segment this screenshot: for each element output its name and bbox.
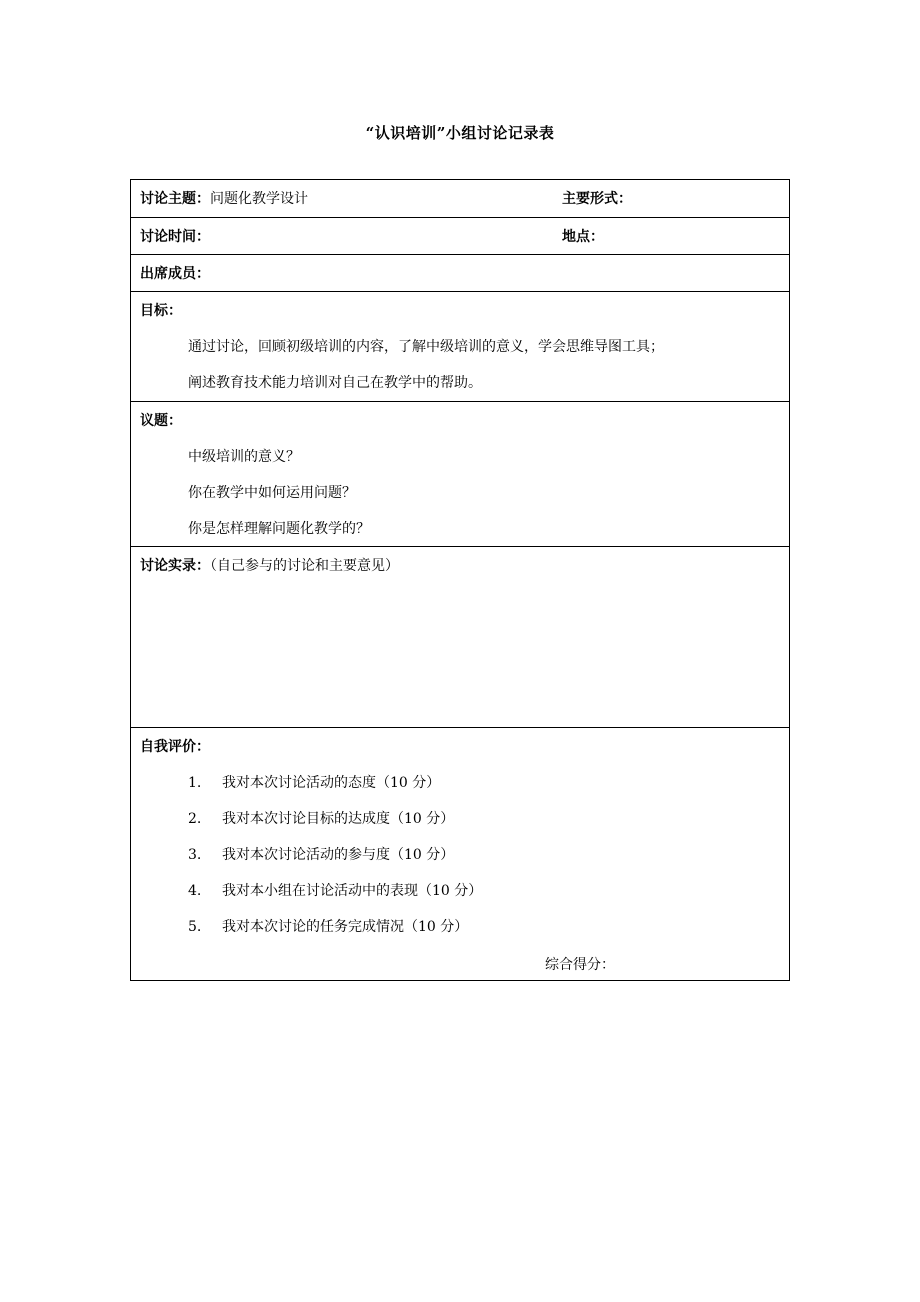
record-section <box>131 546 789 727</box>
time-label: 讨论时间： <box>140 229 210 245</box>
eval-item <box>140 881 780 901</box>
eval-item-text: 我对本小组在讨论活动中的表现（10 分） <box>222 883 483 899</box>
eval-item-text: 我对本次讨论活动的参与度（10 分） <box>222 847 455 863</box>
document-title: “认识培训”小组讨论记录表 <box>365 124 555 142</box>
record-note: （自己参与的讨论和主要意见） <box>210 558 399 574</box>
eval-item-text: 我对本次讨论活动的态度（10 分） <box>222 775 441 791</box>
topic-item: 你在教学中如何运用问题？ <box>188 485 356 501</box>
topic-label: 讨论主题： <box>140 191 210 207</box>
goals-label: 目标： <box>140 303 182 319</box>
eval-item <box>140 809 780 829</box>
eval-item-text: 我对本次讨论目标的达成度（10 分） <box>222 811 455 827</box>
form-type-label: 主要形式： <box>562 191 632 207</box>
eval-item-number: 4. <box>188 883 202 899</box>
goals-section <box>131 291 789 401</box>
goal-line: 通过讨论，回顾初级培训的内容，了解中级培训的意义，学会思维导图工具； <box>188 339 664 355</box>
goal-line: 阐述教育技术能力培训对自己在教学中的帮助。 <box>188 375 482 391</box>
discussion-record-form <box>130 179 790 981</box>
topic-row <box>131 180 789 217</box>
self-eval-label: 自我评价： <box>140 739 210 755</box>
topic-item: 中级培训的意义？ <box>188 449 300 465</box>
self-eval-section <box>131 727 789 980</box>
total-score-label: 综合得分： <box>545 957 615 973</box>
record-label: 讨论实录： <box>140 558 210 574</box>
attendees-row <box>131 254 789 291</box>
eval-item <box>140 773 780 793</box>
eval-item-number: 5. <box>188 919 202 935</box>
topic-item: 你是怎样理解问题化教学的？ <box>188 521 370 537</box>
topics-label: 议题： <box>140 413 182 429</box>
topics-section <box>131 401 789 546</box>
eval-item-number: 2. <box>188 811 202 827</box>
attendees-label: 出席成员： <box>140 266 210 282</box>
eval-item-number: 3. <box>188 847 202 863</box>
time-row <box>131 217 789 254</box>
eval-item <box>140 845 780 865</box>
eval-item <box>140 917 780 937</box>
topic-value: 问题化教学设计 <box>210 191 308 207</box>
location-label: 地点： <box>562 229 604 245</box>
eval-item-text: 我对本次讨论的任务完成情况（10 分） <box>222 919 469 935</box>
eval-item-number: 1. <box>188 775 202 791</box>
